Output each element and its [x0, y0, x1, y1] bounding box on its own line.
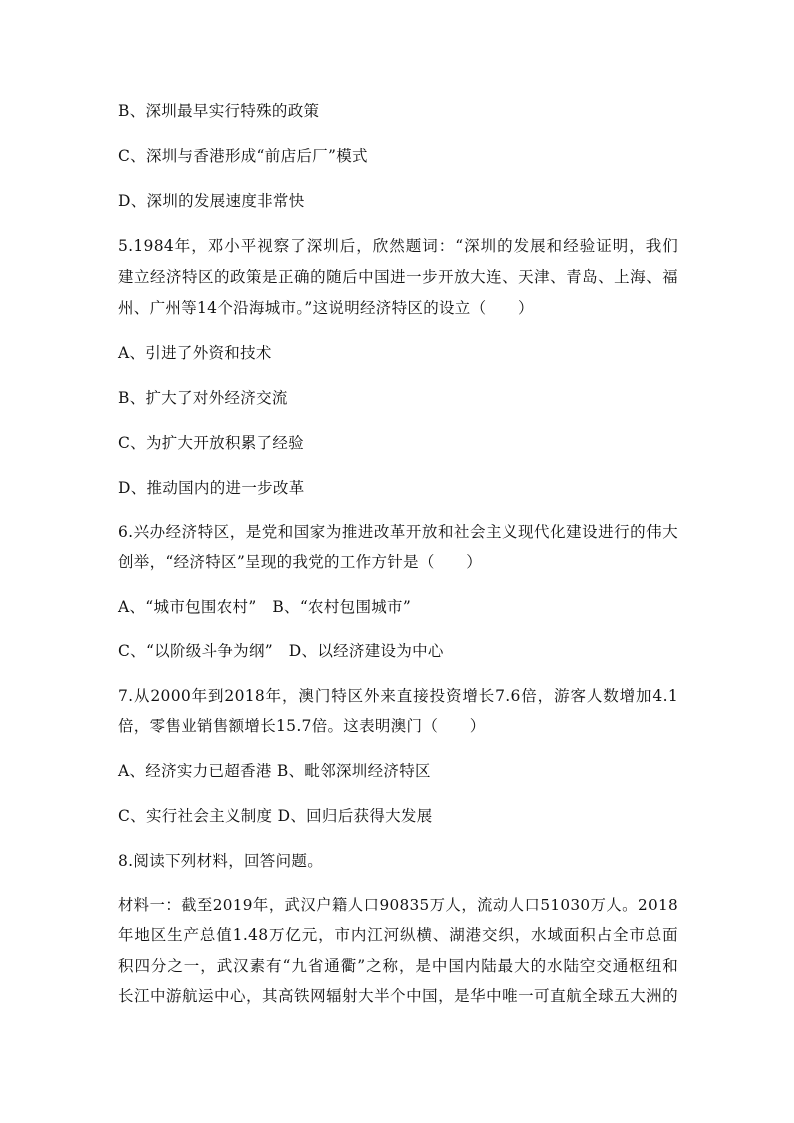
- q6-stem-line-2: 创举，“经济特区”呈现的我党的工作方针是（ ）: [118, 553, 483, 571]
- q8-material1-line-3: 积四分之一，武汉素有“九省通衢”之称，是中国内陆最大的水陆空交通枢纽和: [118, 957, 678, 975]
- q8-stem: 8.阅读下列材料，回答问题。: [118, 852, 323, 870]
- q7-options-cd: C、实行社会主义制度 D、回归后获得大发展: [118, 807, 433, 825]
- q8-material1-line-4: 长江中游航运中心，其高铁网辐射大半个中国，是华中唯一可直航全球五大洲的: [118, 987, 678, 1005]
- q5-option-c: C、为扩大开放积累了经验: [118, 434, 304, 452]
- q7-options-ab: A、经济实力已超香港 B、毗邻深圳经济特区: [118, 762, 431, 780]
- q5-option-a: A、引进了外资和技术: [118, 344, 272, 362]
- q4-option-c: C、深圳与香港形成“前店后厂”模式: [118, 147, 368, 165]
- q5-option-d: D、推动国内的进一步改革: [118, 479, 305, 497]
- q6-options-cd: C、“以阶级斗争为纲” D、以经济建设为中心: [118, 642, 444, 660]
- q7-stem-line-2: 倍，零售业销售额增长15.7倍。这表明澳门（ ）: [118, 717, 486, 735]
- q5-stem-line-2: 建立经济特区的政策是正确的随后中国进一步开放大连、天津、青岛、上海、福: [118, 268, 678, 286]
- q6-stem-line-1: 6.兴办经济特区，是党和国家为推进改革开放和社会主义现代化建设进行的伟大: [118, 523, 678, 541]
- q4-option-d: D、深圳的发展速度非常快: [118, 192, 305, 210]
- q5-stem-line-1: 5.1984年，邓小平视察了深圳后，欣然题词：“深圳的发展和经验证明，我们: [118, 237, 678, 255]
- q8-material1-line-2: 年地区生产总值1.48万亿元，市内江河纵横、湖港交织，水域面积占全市总面: [118, 926, 678, 944]
- q6-options-ab: A、“城市包围农村” B、“农村包围城市”: [118, 598, 412, 616]
- q4-option-b: B、深圳最早实行特殊的政策: [118, 102, 320, 120]
- q5-option-b: B、扩大了对外经济交流: [118, 389, 288, 407]
- q8-material1-line-1: 材料一：截至2019年，武汉户籍人口90835万人，流动人口51030万人。2018: [118, 896, 678, 914]
- q5-stem-line-3: 州、广州等14个沿海城市。”这说明经济特区的设立（ ）: [118, 299, 534, 317]
- q7-stem-line-1: 7.从2000年到2018年，澳门特区外来直接投资增长7.6倍，游客人数增加4.1: [118, 687, 678, 705]
